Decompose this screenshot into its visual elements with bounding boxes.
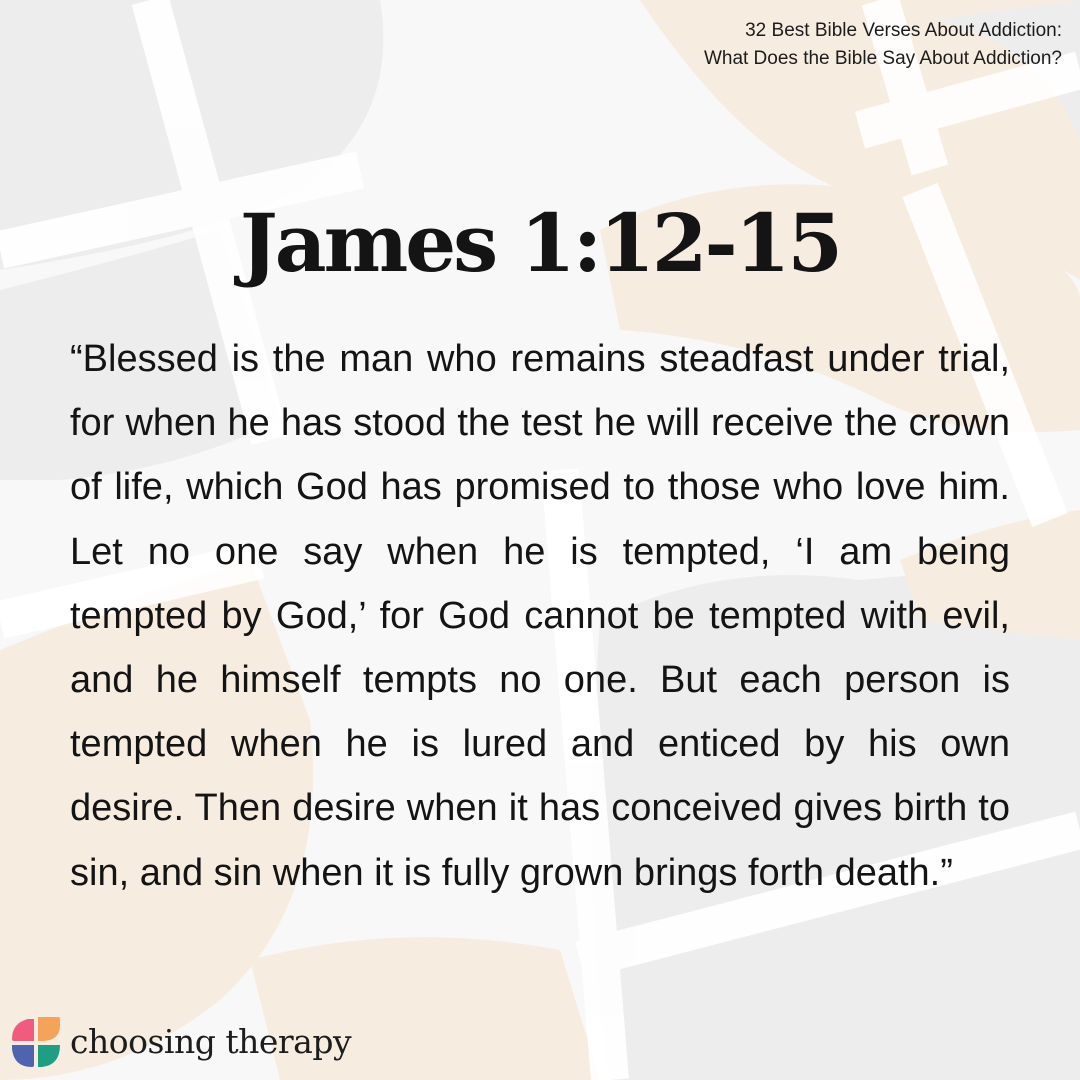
logo-mark-icon — [12, 1017, 60, 1067]
verse-reference: James 1:12-15 — [239, 196, 841, 290]
logo-petal-peach — [38, 1017, 60, 1041]
brand-logo — [12, 1016, 351, 1068]
article-title-line-1: 32 Best Bible Verses About Addiction: — [745, 20, 1062, 41]
logo-petal-blue — [12, 1045, 34, 1067]
verse-text: “Blessed is the man who remains steadfast under trial, for when he has stood the test he will receive the crown of life, which God has promised to those who love him. Let no one say when he is tempted, ‘I am being tempted by God,’ for God cannot be tempted with evil, and he himself tempts no one. But each person is tempted when he is lured and enticed by his own desire. Then desire when it has conceived gives birth to sin, and sin when it is fully grown brings forth death.” — [70, 338, 1010, 894]
logo-petal-green — [38, 1045, 60, 1067]
article-title-line-2: What Does the Bible Say About Addiction? — [703, 48, 1062, 69]
logo-petal-pink — [12, 1019, 34, 1041]
brand-name: choosing therapy — [70, 1022, 352, 1061]
